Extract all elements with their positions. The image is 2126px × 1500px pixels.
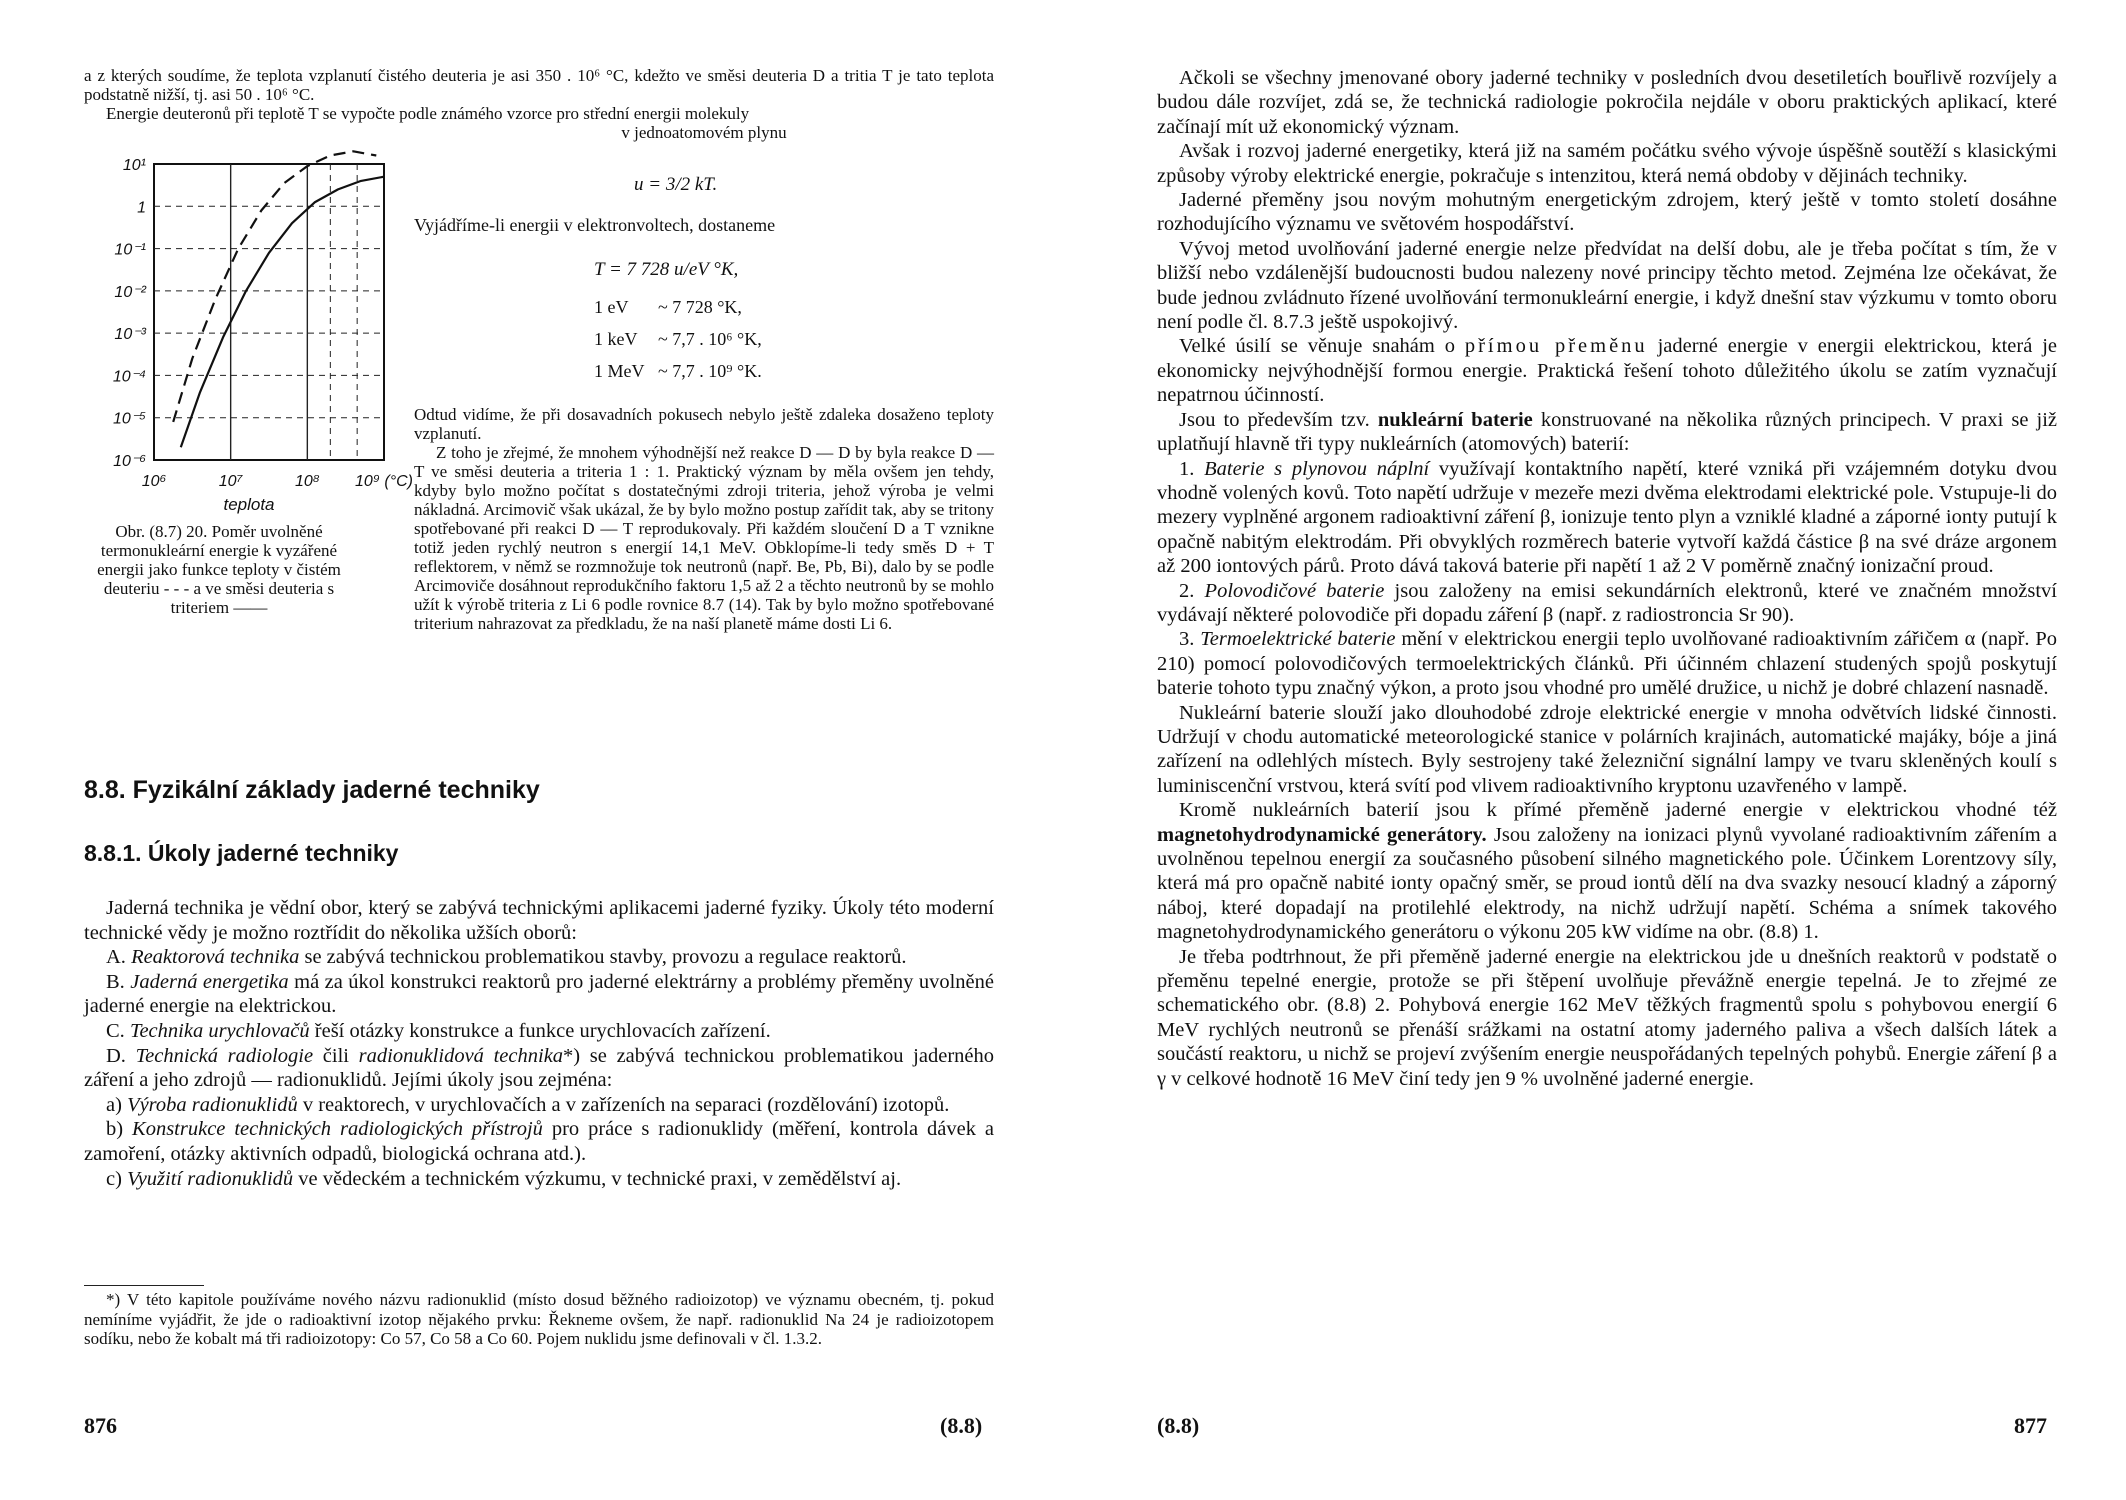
spaced-emphasis: přímou přeměnu (1464, 335, 1648, 358)
item-lead: 3. (1179, 628, 1201, 651)
chart-svg (84, 150, 414, 520)
text-run: Jsou to především tzv. (1179, 408, 1378, 431)
conversion-lhs: 1 MeV (594, 361, 645, 381)
list-item-d (84, 1044, 994, 1093)
conversion-row (414, 291, 994, 323)
x-tick-label: 10⁹ (°C) (354, 473, 414, 490)
text-run: Kromě nukleárních baterií jsou k přímé přeměně jaderné energie v elektrickou vhodné též (1179, 799, 2057, 822)
battery-type-2 (1157, 579, 2057, 628)
x-tick-label: 10⁶ (141, 473, 167, 490)
para-odtud: Odtud vidíme, že při dosavadních pokusech nebylo ještě zdaleka dosaženo teploty vzplanutí. (414, 405, 994, 443)
para-z-toho: Z toho je zřejmé, že mnohem výhodnější než reakce D — D by byla reakce D — T ve směsi deuteria a triteria 1 : 1. Praktický význam by měla ovšem jen tehdy, kdyby bylo možno počítat s dostatečnými zdroji triteria, jehož výroba je velmi nákladná. Arcimovič však ukázal, že by bylo možno postup zařídit tak, aby se tritony spotřebované při reakci D — T reprodukovaly. Při každém sloučení D a T vznikne totiž jeden rychlý neutron s energií 14,1 MeV. Obklopíme-li tedy směs D + T reflektorem, v němž se rozmnožuje tok neutronů (např. Be, Pb, Bi), dalo by se podle Arcimoviče dosáhnout reprodukčního faktoru 1,5 až 2 a těchto neutronů by se mohlo užít k výrobě triteria z Li 6 podle rovnice 8.7 (14). Tak by bylo možno spotřebované triterium nahrazovat za předkladu, že na naší planetě máme dosti Li 6. (414, 443, 994, 633)
item-term: Polovodičové baterie (1204, 579, 1385, 602)
sublist-item-b (84, 1117, 994, 1166)
paragraph-battery-uses: Nukleární baterie slouží jako dlouhodobé zdroje elektrické energie v mnoha odvětvích lidské činnosti. Udržují v chodu automatické meteorologické stanice v polárních krajinách, automatické majáky, bóje a jiná zařízení na odlehlých místech. Byly sestrojeny také železniční signální lampy ve tvaru skleněných koulí s luminiscenční vrstvou, která svítí pod vlivem radioaktivního kryptonu uzavřeného v lampě. (1157, 701, 2057, 797)
footnote: *) V této kapitole používáme nového názvu radionuklid (místo dosud běžného radioizotop) ve významu obecném, tj. pokud nemíníme vyjádřit, že jde o radioaktivní izotop nějakého prvku: Řekneme ovšem, že např. radionuklid Na 24 je radioizotopem sodíku, nebo že kobalt má tři radioizotopy: Co 57, Co 58 a Co 60. Pojem nuklidu jsme definovali v čl. 1.3.2. (84, 1290, 994, 1349)
paragraph: Jaderné přeměny jsou novým mohutným energetickým zdrojem, který ještě v tomto století dosáhne rozhodujícího významu ve světovém hospodářství. (1157, 189, 2057, 236)
text-run: konstruované na několika různých principech. V praxi se již uplatňují hlavně tři typy nukleárních (atomových) baterií: (1157, 408, 2057, 456)
item-text: pro práce s radionuklidy (měření, kontrola dávek a zamoření, otázky aktivních odpadů, biologická ochrana atd.). (84, 1118, 995, 1165)
paragraph-nuclear-batteries (1157, 408, 2057, 457)
paragraph-mhd (1157, 798, 2057, 944)
item-lead: c) (106, 1167, 128, 1190)
sublist-item-a (84, 1093, 994, 1118)
section-title: 8.8. Fyzikální základy jaderné techniky (84, 776, 540, 804)
paragraph: Ačkoli se všechny jmenované obory jaderné techniky v posledních dvou desetiletích bouřlivě rozvíjely a budou dále rozvíjet, zdá se, že technická radiologie pokročila nejdále v oboru praktických aplikací, které začínají mít už ekonomický význam. (1157, 67, 2057, 138)
item-term: Jaderná energetika (130, 970, 289, 993)
item-text: mění v elektrickou energii teplo uvolňované radioaktivním zářičem α (např. Po 210) pomocí polovodičových termoelektrických článků. Při účinném chlazení studených spojů poskytují baterie tohoto typu značný výkon, a proto jsou vhodné pro umělé družice, u nichž je dobré chlazení nasnadě. (1157, 628, 2058, 700)
item-term: Technická radiologie (135, 1044, 314, 1067)
y-tick-label: 10¹ (122, 157, 146, 174)
item-term: Výroba radionuklidů (127, 1093, 298, 1116)
y-tick-label: 10⁻⁶ (113, 453, 146, 470)
conversion-list (414, 291, 994, 387)
paragraph-thermal: Je třeba podtrhnout, že při přeměně jaderné energie na elektrickou jde u dnešních reaktorů v podstatě o přeměnu tepelné energie, protože se při štěpení uvolňuje převážně energie tepelná. Je to zřejmé ze schematického obr. (8.8) 2. Pohybová energie 162 MeV těžkých fragmentů spolu s pohybovou energií 6 MeV rychlých neutronů se přenáší srážkami na ostatní atomy jaderného paliva a všech dalších látek a součástí reaktoru, u nichž se projeví zvýšením energie neuspořádaných tepelných pohybů. Energie záření β a γ v celkové hodnotě 16 MeV činí tedy jen 9 % uvolněné jaderné energie. (1157, 945, 2057, 1090)
list-item-c (84, 1019, 994, 1044)
item-text: jsou založeny na emisi sekundárních elektronů, které ve značném množství vydávají některé polovodiče při dopadu záření β (např. z radiostroncia Sr 90). (1157, 579, 2057, 626)
battery-type-1 (1157, 457, 2057, 579)
item-lead: 1. (1179, 457, 1205, 480)
item-text: *) se zabývá technickou problematikou jaderného záření a jeho zdrojů — radionuklidů. Jejími úkoly jsou zejména: (84, 1044, 994, 1092)
conversion-rhs: ~ 7,7 . 10⁶ °K, (658, 329, 762, 349)
item-term: Využití radionuklidů (127, 1167, 294, 1190)
item-lead: D. (106, 1044, 136, 1067)
item-term: Termoelektrické baterie (1200, 628, 1396, 651)
item-term: radionuklidová technika (358, 1044, 564, 1067)
left-intro (84, 66, 994, 142)
paragraph-direct-conversion (1157, 334, 2057, 407)
conversion-lhs: 1 keV (594, 329, 638, 349)
body-paragraph: Jaderná technika je vědní obor, který se zabývá technickými aplikacemi jaderné fyziky. Úkoly této moderní technické vědy je možno roztřídit do několika užších oborů: (84, 897, 994, 944)
item-term: Reaktorová technika (131, 946, 300, 969)
subsection-title: 8.8.1. Úkoly jaderné techniky (84, 840, 399, 866)
formula-T: T = 7 728 u/eV °K, (594, 259, 739, 280)
formula-u: u = 3/2 kT. (634, 174, 718, 195)
footnote-rule (84, 1285, 204, 1286)
figure-caption: Obr. (8.7) 20. Poměr uvolněné termonukleární energie k vyzářené energii jako funkce teploty v čistém deuteriu - - - a ve směsi deuteria s triteriem —— (97, 522, 341, 617)
text-run: Jsou založeny na ionizaci plynů vyvolané radioaktivním zářením a uvolněnou tepelnou energií za současného působení silného magnetického pole. Účinkem Lorentzovy síly, která má pro opačně nabité ionty opačný směr, se proud iontů dělí na dva svazky nesoucí kladný a záporný náboj, které dopadají na protilehlé elektrody, na nichž udržují napětí. Schéma a snímek takového magnetohydrodynamického generátoru o výkonu 205 kW vidíme na obr. (8.8) 1. (1157, 823, 2057, 944)
intro-paragraph-3: v jednoatomovém plynu (621, 123, 787, 142)
y-tick-label: 10⁻³ (114, 326, 146, 344)
item-lead: C. (106, 1019, 130, 1042)
ev-sentence: Vyjádříme-li energii v elektronvoltech, dostaneme (414, 215, 776, 235)
item-term: Konstrukce technických radiologických přístrojů (132, 1118, 543, 1141)
x-axis-label: teplota (223, 495, 275, 514)
y-tick-label: 10⁻⁵ (113, 410, 146, 428)
item-text: řeší otázky konstrukce a funkce urychlovacích zařízení. (309, 1019, 771, 1042)
battery-type-3 (1157, 627, 2057, 700)
y-tick-label: 10⁻⁴ (112, 368, 146, 386)
item-lead: B. (106, 970, 131, 993)
item-lead: A. (106, 946, 132, 969)
right-page (1063, 0, 2126, 1500)
bold-term: nukleární baterie (1377, 408, 1533, 431)
energy-ratio-chart (84, 150, 414, 540)
item-text: má za úkol konstrukci reaktorů pro jaderné elektrárny a problémy přeměny uvolněné jaderné energie na elektrickou. (84, 970, 994, 1018)
paragraph: Avšak i rozvoj jaderné energetiky, která již na samém počátku svého vývoje úspěšně soutěží s klasickými způsoby výroby elektrické energie, pokračuje s intenzitou, která nemá obdoby v dějinách techniky. (1157, 140, 2057, 187)
conversion-row (414, 355, 994, 387)
section-marker: (8.8) (1157, 1413, 1200, 1438)
bold-term: magnetohydrodynamické generátory. (1157, 823, 1487, 846)
item-lead: 2. (1179, 579, 1205, 602)
item-text: v reaktorech, v urychlovačích a v zařízeních na separaci (rozdělování) izotopů. (297, 1093, 950, 1116)
list-item-b (84, 970, 994, 1019)
text-run: Velké úsilí se věnuje snahám o (1179, 335, 1465, 358)
sublist-item-c (84, 1167, 994, 1192)
x-tick-label: 10⁷ (218, 473, 243, 490)
intro-paragraph-2: Energie deuteronů při teplotě T se vypočte podle známého vzorce pro střední energii molekuly (106, 104, 750, 123)
item-lead: b) (106, 1118, 133, 1141)
item-text: ve vědeckém a technickém výzkumu, v technické praxi, v zemědělství aj. (293, 1167, 902, 1190)
page-number: 876 (84, 1413, 117, 1438)
conversion-rhs: ~ 7 728 °K, (658, 297, 742, 317)
item-text: se zabývá technickou problematikou stavby, provozu a regulace reaktorů. (299, 946, 907, 969)
y-tick-label: 1 (137, 199, 146, 217)
item-term: Technika urychlovačů (129, 1019, 310, 1042)
formula-column (414, 150, 994, 633)
conversion-rhs: ~ 7,7 . 10⁹ °K. (658, 361, 762, 381)
item-text: čili (313, 1044, 359, 1067)
y-tick-label: 10⁻¹ (114, 241, 146, 259)
intro-paragraph-1: a z kterých soudíme, že teplota vzplanutí čistého deuteria je asi 350 . 10⁶ °C, kdežto ve směsi deuteria D a tritia T je tato teplota podstatně nižší, tj. asi 50 . 10⁶ °C. (84, 66, 994, 104)
body-text (84, 896, 994, 1191)
item-term: Baterie s plynovou náplní (1204, 457, 1430, 480)
y-tick-label: 10⁻² (114, 283, 146, 301)
conversion-row (414, 323, 994, 355)
paragraph: Vývoj metod uvolňování jaderné energie nelze předvídat na delší dobu, ale je třeba počítat s tím, že v bližší nebo vzdálenější budoucnosti budou nalezeny nové principy těchto metod. Zejména lze očekávat, že bude jednou zvládnuto řízené uvolňování termonukleární energie, i když dnešní stav výzkumu v tomto oboru není podle čl. 8.7.3 ještě uspokojivý. (1157, 237, 2057, 334)
conversion-lhs: 1 eV (594, 297, 629, 317)
section-marker: (8.8) (940, 1413, 983, 1438)
chart-frame (154, 164, 384, 460)
text-run: jaderné energie v energii elektrickou, která je ekonomicky nejvýhodnější formou energie. Praktická řešení tohoto důležitého úkolu se zatím vyznačují nepatrnou účinností. (1157, 335, 2057, 407)
x-tick-label: 10⁸ (294, 473, 320, 490)
list-item-a (84, 945, 994, 970)
right-column (1157, 66, 2057, 1091)
page-number: 877 (2014, 1413, 2047, 1438)
item-lead: a) (106, 1093, 128, 1116)
item-text: využívají kontaktního napětí, které vzniká při vzájemném dotyku dvou vhodně volených kovů. Toto napětí udržuje v mezeře mezi dvěma elektrodami elektrické pole. Vstupuje-li do mezery vyplněné argonem radioaktivní záření β, ionizuje tento plyn a vzniklé kladné a záporné ionty putují k opačně nabitým elektrodám. Při obvyklých rozměrech baterie vytvoří každá částice β na své dráze argonem až 200 iontových párů. Proto dává taková baterie při napětí 1 až 2 V poměrně značný ionizační proud. (1157, 457, 2058, 578)
figure-area (84, 150, 994, 710)
